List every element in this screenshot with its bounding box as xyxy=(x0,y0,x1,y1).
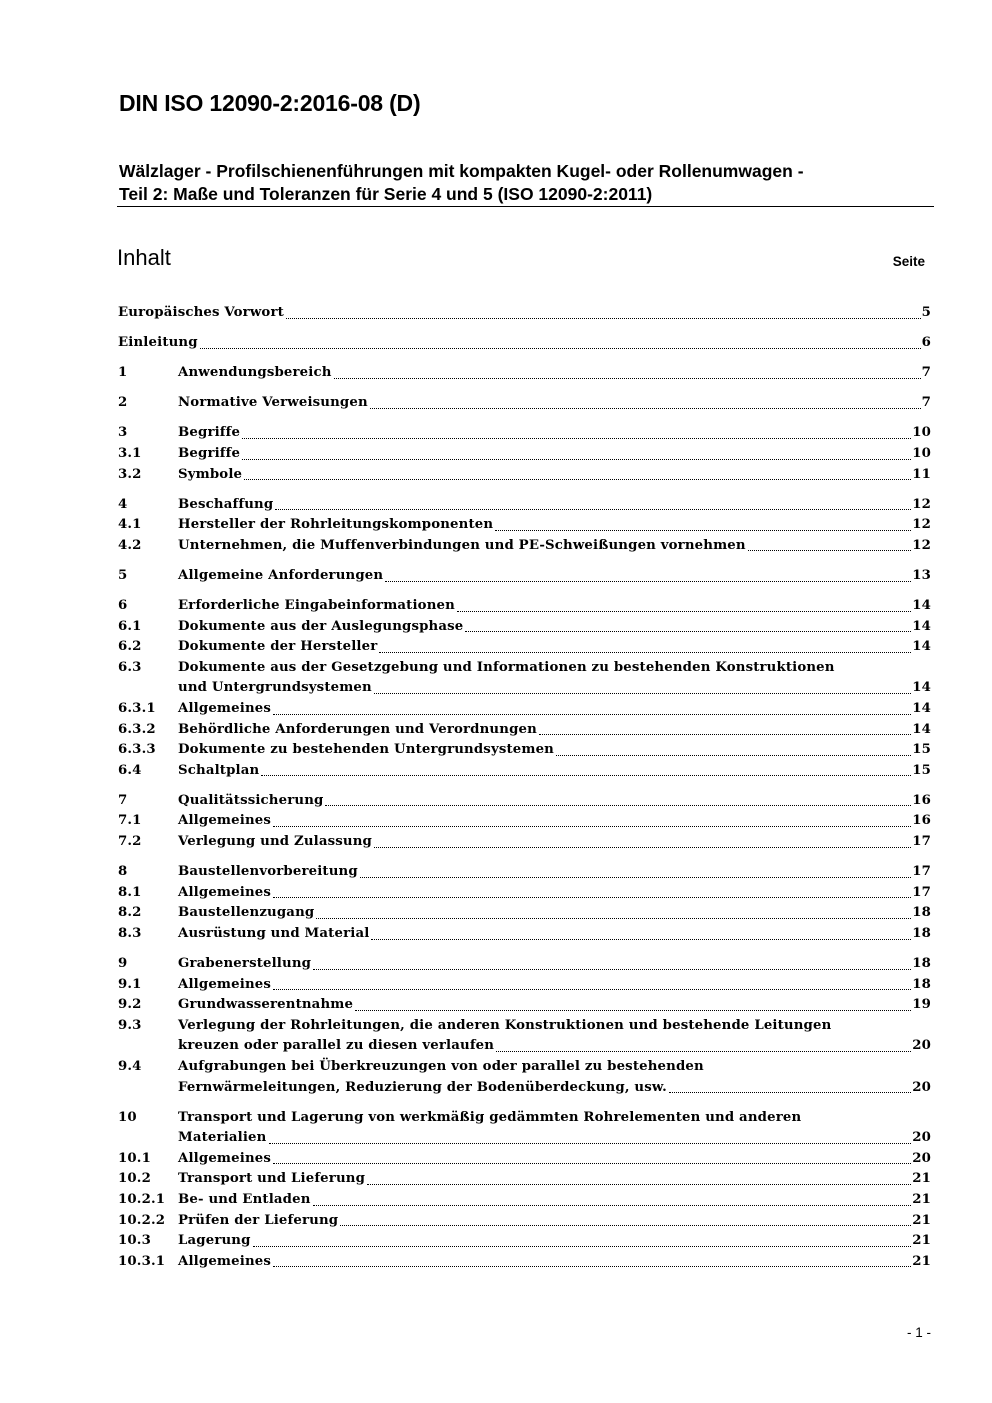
toc-dot-leader xyxy=(385,581,911,582)
toc-entry-page: 14 xyxy=(912,721,931,737)
toc-entry-title: Hersteller der Rohrleitungskomponenten xyxy=(178,517,494,533)
toc-entry-title: Grundwasserentnahme xyxy=(178,997,354,1013)
toc-dot-leader xyxy=(370,408,921,409)
toc-entry-title: Baustellenzugang xyxy=(178,905,315,921)
toc-entry-page: 14 xyxy=(912,598,931,614)
toc-entry-number: 10 xyxy=(118,1109,137,1125)
toc-entry[interactable] xyxy=(118,566,931,587)
toc-entry-page: 18 xyxy=(912,956,931,972)
toc-entry-number: 7 xyxy=(118,792,128,808)
toc-dot-leader xyxy=(556,755,911,756)
toc-entry-title-group xyxy=(118,333,931,354)
toc-entry[interactable] xyxy=(118,444,931,465)
toc-entry-title-group xyxy=(178,444,931,465)
toc-entry-number: 6 xyxy=(118,598,128,614)
toc-entry-title: Erforderliche Eingabeinformationen xyxy=(178,598,455,614)
toc-entry[interactable] xyxy=(118,832,931,853)
toc-entry-title: Anwendungsbereich xyxy=(178,365,332,381)
toc-entry[interactable] xyxy=(118,699,931,720)
toc-entry-title: Unternehmen, die Muffenverbindungen und PE-Schweißungen vornehmen xyxy=(178,537,746,553)
toc-entry[interactable] xyxy=(118,995,931,1016)
toc-dot-leader xyxy=(355,1010,911,1011)
toc-entry-page: 21 xyxy=(912,1253,931,1269)
toc-entry-page: 15 xyxy=(912,762,931,778)
toc-entry-page: 6 xyxy=(921,335,931,351)
toc-entry-title-group xyxy=(178,637,931,658)
toc-dot-leader xyxy=(273,1266,911,1267)
toc-dot-leader xyxy=(496,1051,911,1052)
toc-entry[interactable] xyxy=(118,954,931,975)
toc-entry-title-group xyxy=(178,811,931,832)
toc-entry-number: 10.3.1 xyxy=(118,1253,166,1269)
toc-entry-number: 6.3.1 xyxy=(118,701,156,716)
toc-entry-title: Verlegung und Zulassung xyxy=(178,834,372,850)
toc-entry-title-group xyxy=(178,566,931,587)
subtitle-line-2: Teil 2: Maße und Toleranzen für Serie 4 und 5 (ISO 12090-2:2011) xyxy=(119,184,653,204)
toc-entry-title: Dokumente aus der Auslegungsphase xyxy=(178,618,464,634)
toc-entry-number: 6.4 xyxy=(118,762,142,778)
toc-entry[interactable] xyxy=(118,363,931,384)
toc-entry-page: 14 xyxy=(912,680,931,696)
toc-dot-leader xyxy=(334,378,921,379)
toc-entry[interactable] xyxy=(118,393,931,414)
toc-entry-title-group xyxy=(178,596,931,617)
toc-entry[interactable] xyxy=(118,495,931,516)
toc-dot-leader xyxy=(242,438,911,439)
toc-dot-leader xyxy=(539,734,911,735)
page-number: - 1 - xyxy=(906,1325,931,1340)
toc-entry[interactable] xyxy=(118,303,931,324)
toc-entry-page: 11 xyxy=(912,466,931,482)
toc-dot-leader xyxy=(273,989,911,990)
toc-entry-title-group xyxy=(178,1211,931,1232)
toc-entry-page: 12 xyxy=(912,496,931,512)
toc-entry-page: 10 xyxy=(912,425,931,441)
toc-entry-title-group xyxy=(178,495,931,516)
toc-entry[interactable] xyxy=(118,423,931,444)
toc-dot-leader xyxy=(313,969,911,970)
toc-entry[interactable] xyxy=(118,637,931,658)
toc-entry-title-group xyxy=(178,1149,931,1170)
toc-entry-number: 6.3 xyxy=(118,659,142,675)
toc-entry-number: 8.2 xyxy=(118,905,142,921)
toc-entry-number: 4.2 xyxy=(118,537,142,553)
toc-dot-leader xyxy=(748,550,911,551)
toc-entry-title: Ausrüstung und Material xyxy=(178,925,370,941)
toc-entry-number: 10.2.1 xyxy=(118,1192,166,1208)
toc-entry-number: 8.1 xyxy=(118,884,142,900)
toc-entry-number: 3 xyxy=(118,425,128,441)
toc-dot-leader xyxy=(253,1246,912,1247)
toc-entry-page: 5 xyxy=(921,305,931,320)
toc-dot-leader xyxy=(275,509,911,510)
toc-entry-title: Transport und Lieferung xyxy=(178,1171,366,1187)
toc-entry-page: 21 xyxy=(912,1233,931,1249)
toc-entry-title-group xyxy=(178,1231,931,1252)
toc-entry[interactable] xyxy=(118,1190,931,1211)
subtitle-divider xyxy=(117,206,934,207)
toc-entry[interactable] xyxy=(118,465,931,486)
toc-entry[interactable] xyxy=(118,617,931,638)
toc-entry-title: Baustellenvorbereitung xyxy=(178,864,358,880)
toc-entry-title: Allgemeines xyxy=(178,1150,272,1166)
toc-entry-title: Dokumente zu bestehenden Untergrundsystemen xyxy=(178,742,555,758)
toc-entry[interactable] xyxy=(118,883,931,904)
toc-entry-number: 4.1 xyxy=(118,517,142,533)
toc-entry-title-line-2: und Untergrundsystemen xyxy=(178,680,372,696)
toc-entry-title-group xyxy=(178,740,931,761)
toc-dot-leader xyxy=(325,805,911,806)
toc-entry-number: 9.2 xyxy=(118,997,142,1013)
toc-entry-title-group xyxy=(178,924,931,945)
toc-entry[interactable] xyxy=(118,720,931,741)
toc-dot-leader xyxy=(465,631,911,632)
toc-entry-title: Beschaffung xyxy=(178,496,274,512)
toc-entry-page: 16 xyxy=(912,813,931,829)
toc-entry-title: Be- und Entladen xyxy=(178,1192,311,1208)
toc-entry-number: 6.1 xyxy=(118,618,142,634)
toc-entry-page: 12 xyxy=(912,517,931,533)
toc-entry[interactable] xyxy=(118,975,931,996)
toc-entry-number: 6.2 xyxy=(118,639,142,655)
toc-dot-leader xyxy=(371,939,911,940)
toc-entry-title: Schaltplan xyxy=(178,762,260,778)
toc-entry-number: 10.3 xyxy=(118,1233,151,1249)
toc-entry-page: 21 xyxy=(912,1192,931,1208)
toc-entry-page: 12 xyxy=(912,537,931,553)
toc-entry-page: 18 xyxy=(912,976,931,992)
toc-entry-page: 14 xyxy=(912,639,931,655)
toc-dot-leader xyxy=(340,1225,911,1226)
toc-entry-title-group xyxy=(178,658,931,699)
toc-entry-number: 6.3.3 xyxy=(118,742,156,758)
toc-entry-page: 20 xyxy=(912,1038,931,1054)
toc-entry-number: 6.3.2 xyxy=(118,721,156,737)
toc-entry-title: Einleitung xyxy=(118,335,198,351)
toc-entry-title-line-2-row xyxy=(178,1078,931,1099)
toc-entry-title-group xyxy=(178,720,931,741)
toc-entry-number: 10.2 xyxy=(118,1171,151,1187)
toc-dot-leader xyxy=(360,877,911,878)
toc-entry-title-group xyxy=(178,1108,931,1149)
toc-entry-page: 18 xyxy=(912,925,931,941)
toc-dot-leader xyxy=(261,775,911,776)
toc-entry-title-group xyxy=(178,862,931,883)
toc-entry-page: 7 xyxy=(921,365,931,381)
toc-entry[interactable] xyxy=(118,811,931,832)
toc-entry-title: Lagerung xyxy=(178,1233,251,1249)
toc-heading: Inhalt xyxy=(117,245,171,270)
toc-entry-title-group xyxy=(178,393,931,414)
toc-entry[interactable] xyxy=(118,1057,931,1098)
toc-entry-title-group xyxy=(178,699,931,720)
toc-entry-title-group xyxy=(178,536,931,557)
toc-entry-title-group xyxy=(178,1169,931,1190)
document-subtitle xyxy=(119,160,931,206)
toc-entry-title-group xyxy=(178,515,931,536)
toc-entry[interactable] xyxy=(118,1211,931,1232)
toc-dot-leader xyxy=(669,1092,911,1093)
toc-entry-title-line-2-row xyxy=(178,1128,931,1149)
toc-entry-page: 18 xyxy=(912,905,931,921)
toc-entry-page: 14 xyxy=(912,618,931,634)
toc-entry-title: Begriffe xyxy=(178,425,241,441)
toc-entry[interactable] xyxy=(118,658,931,699)
toc-entry-title-line-2: Fernwärmeleitungen, Reduzierung der Bodenüberdeckung, usw. xyxy=(178,1079,667,1095)
toc-entry-title-group xyxy=(178,1190,931,1211)
toc-entry-title: Grabenerstellung xyxy=(178,956,312,972)
toc-entry-number: 7.2 xyxy=(118,834,142,850)
toc-entry-title: Behördliche Anforderungen und Verordnungen xyxy=(178,721,537,737)
toc-entry-title: Allgemeine Anforderungen xyxy=(178,567,384,583)
toc-entry-title-line-1: Transport und Lagerung von werkmäßig gedämmten Rohrelementen und anderen xyxy=(178,1109,802,1125)
toc-dot-leader xyxy=(244,479,911,480)
toc-entry[interactable] xyxy=(118,333,931,354)
toc-entry[interactable] xyxy=(118,903,931,924)
toc-entry[interactable] xyxy=(118,862,931,883)
toc-entry[interactable] xyxy=(118,924,931,945)
toc-entry[interactable] xyxy=(118,536,931,557)
toc-entry[interactable] xyxy=(118,1231,931,1252)
toc-entry-title-line-2: Materialien xyxy=(178,1130,267,1146)
toc-entry-page: 16 xyxy=(912,792,931,808)
toc-entry-title-group xyxy=(178,1016,931,1057)
toc-entry-number: 7.1 xyxy=(118,813,142,829)
toc-dot-leader xyxy=(379,652,911,653)
toc-entry-number: 4 xyxy=(118,496,128,512)
toc-dot-leader xyxy=(273,826,911,827)
toc-entry-page: 10 xyxy=(912,445,931,461)
document-title: DIN ISO 12090-2:2016-08 (D) xyxy=(119,90,421,116)
toc-entry[interactable] xyxy=(118,1016,931,1057)
toc-entry-number: 3.2 xyxy=(118,466,142,482)
toc-entry[interactable] xyxy=(118,1169,931,1190)
toc-entry-title: Symbole xyxy=(178,466,243,482)
toc-dot-leader xyxy=(273,1163,911,1164)
toc-entry-page: 21 xyxy=(912,1212,931,1228)
toc-entry[interactable] xyxy=(118,1108,931,1149)
toc-entry-title-line-1: Dokumente aus der Gesetzgebung und Informationen zu bestehenden Konstruktionen xyxy=(178,659,835,675)
toc-entry-title: Europäisches Vorwort xyxy=(118,305,284,320)
toc-entry-title-group xyxy=(178,954,931,975)
toc-entry-page: 7 xyxy=(921,395,931,411)
toc-entry-title: Allgemeines xyxy=(178,813,272,829)
toc-entry-title-group xyxy=(178,617,931,638)
toc-entry-number: 2 xyxy=(118,395,128,411)
toc-entry-title: Prüfen der Lieferung xyxy=(178,1212,339,1228)
toc-entry-number: 3.1 xyxy=(118,445,142,461)
toc-entry[interactable] xyxy=(118,761,931,782)
toc-entry-page: 15 xyxy=(912,742,931,758)
toc-entry-title-line-2-row xyxy=(178,678,931,699)
toc-entry-number: 9 xyxy=(118,956,128,972)
toc-entry-page: 13 xyxy=(912,567,931,583)
toc-entry-number: 9.4 xyxy=(118,1059,142,1074)
toc-entry-page: 17 xyxy=(912,864,931,880)
table-of-contents xyxy=(118,303,931,1272)
toc-entry-title: Allgemeines xyxy=(178,1253,272,1269)
toc-dot-leader xyxy=(286,318,921,319)
toc-entry-title-group xyxy=(178,761,931,782)
toc-entry-title-group xyxy=(178,1252,931,1273)
toc-entry-title-group xyxy=(178,975,931,996)
toc-entry-title-line-2-row xyxy=(178,1036,931,1057)
toc-entry-page: 20 xyxy=(912,1130,931,1146)
toc-dot-leader xyxy=(374,847,911,848)
toc-entry-title-group xyxy=(178,791,931,812)
toc-entry-number: 1 xyxy=(118,365,128,381)
toc-entry-title: Begriffe xyxy=(178,445,241,461)
toc-dot-leader xyxy=(374,693,911,694)
toc-entry-title: Qualitätssicherung xyxy=(178,792,324,808)
toc-entry-title: Allgemeines xyxy=(178,976,272,992)
toc-entry-page: 14 xyxy=(912,701,931,716)
toc-entry[interactable] xyxy=(118,515,931,536)
toc-entry-page: 17 xyxy=(912,834,931,850)
toc-entry-title: Normative Verweisungen xyxy=(178,395,368,411)
toc-entry-page: 21 xyxy=(912,1171,931,1187)
toc-entry-title: Allgemeines xyxy=(178,884,272,900)
toc-entry-page: 20 xyxy=(912,1079,931,1095)
toc-entry-title-group xyxy=(178,995,931,1016)
toc-entry-number: 10.1 xyxy=(118,1150,151,1166)
toc-entry-number: 8.3 xyxy=(118,925,142,941)
toc-entry-page: 17 xyxy=(912,884,931,900)
toc-entry[interactable] xyxy=(118,740,931,761)
toc-entry-title-line-2: kreuzen oder parallel zu diesen verlaufen xyxy=(178,1038,495,1054)
toc-entry-title-line-1: Verlegung der Rohrleitungen, die anderen Konstruktionen und bestehende Leitungen xyxy=(178,1017,832,1033)
toc-dot-leader xyxy=(313,1205,912,1206)
toc-entry[interactable] xyxy=(118,596,931,617)
toc-entry-page: 19 xyxy=(912,997,931,1013)
toc-entry-title-group xyxy=(178,423,931,444)
toc-entry-page: 20 xyxy=(912,1150,931,1166)
toc-dot-leader xyxy=(200,348,921,349)
toc-entry-title-group xyxy=(178,363,931,384)
toc-entry-number: 10.2.2 xyxy=(118,1212,166,1228)
toc-dot-leader xyxy=(495,530,911,531)
toc-dot-leader xyxy=(242,459,911,460)
toc-entry-title-line-1: Aufgrabungen bei Überkreuzungen von oder parallel zu bestehenden xyxy=(178,1059,704,1074)
toc-page-column-label: Seite xyxy=(892,254,925,269)
toc-entry-title-group xyxy=(178,465,931,486)
toc-entry-title-group xyxy=(178,883,931,904)
toc-entry-title-group xyxy=(178,1057,931,1098)
subtitle-line-1: Wälzlager - Profilschienenführungen mit kompakten Kugel- oder Rollenumwagen - xyxy=(119,161,804,181)
toc-entry-title: Dokumente der Hersteller xyxy=(178,639,378,655)
toc-dot-leader xyxy=(273,897,911,898)
toc-dot-leader xyxy=(273,714,911,715)
toc-entry-number: 9.3 xyxy=(118,1017,142,1033)
toc-entry[interactable] xyxy=(118,1252,931,1273)
toc-dot-leader xyxy=(457,611,911,612)
toc-entry-title-group xyxy=(178,903,931,924)
toc-entry-number: 5 xyxy=(118,567,128,583)
toc-entry-title-group xyxy=(118,303,931,324)
toc-entry-title: Allgemeines xyxy=(178,701,272,716)
toc-dot-leader xyxy=(269,1143,912,1144)
toc-entry-title-group xyxy=(178,832,931,853)
toc-entry[interactable] xyxy=(118,791,931,812)
toc-entry[interactable] xyxy=(118,1149,931,1170)
toc-dot-leader xyxy=(367,1184,911,1185)
toc-entry-number: 8 xyxy=(118,864,128,880)
toc-dot-leader xyxy=(316,918,911,919)
toc-entry-number: 9.1 xyxy=(118,976,142,992)
